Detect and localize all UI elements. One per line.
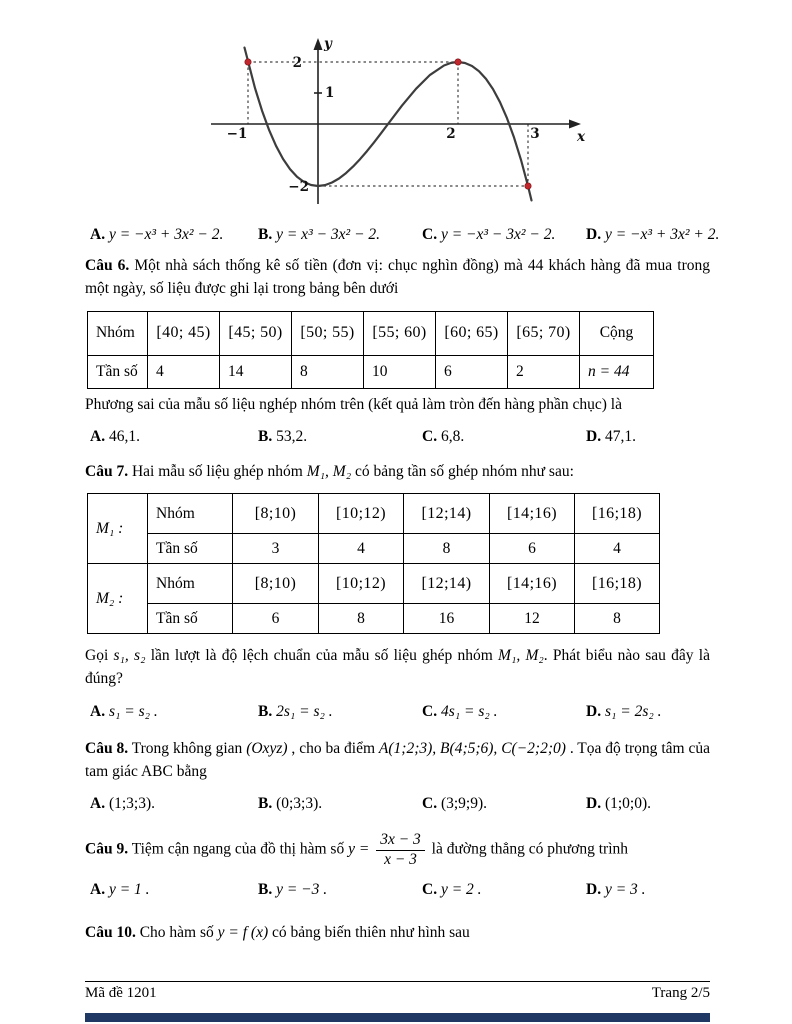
answer-option-d [586,700,710,723]
fraction-denominator: x − 3 [376,850,425,870]
table-cell: Cộng [580,311,654,355]
y-axis-label: y [323,36,332,52]
table-cell: [14;16) [490,494,575,534]
table-cell: [8;10) [233,494,319,534]
question-6-question: Phương sai của mẫu số liệu nghép nhóm trên (kết quả làm tròn đến hàng phần chục) là [85,395,622,413]
answer-option-b [258,878,422,901]
answer-label-b: B. [258,702,273,720]
table-cell: 10 [364,355,436,388]
answer-label-b: B. [258,226,273,243]
fraction-numerator: 3x − 3 [380,831,421,848]
answer-label-c: C. [422,881,438,899]
question-7-math: M₁, M₂ [306,462,352,480]
table-cell: 2 [508,355,580,388]
table-cell: 8 [319,604,404,634]
answer-formula: y = 1 . [108,881,150,899]
answer-formula: y = −x³ − 3x² − 2. [440,226,556,243]
table-cell: 4 [148,355,220,388]
table-cell: [50; 55) [292,311,364,355]
question-7-label: Câu 7. [85,462,129,480]
table-row [88,604,660,634]
question-8-text: Trong không gian [131,739,243,757]
question-8-label: Câu 8. [85,739,129,757]
table-cell: [65; 70) [508,311,580,355]
answer-value: (1;3;3). [108,795,156,812]
answer-formula: y = x³ − 3x² − 2. [276,226,381,243]
answer-label-a: A. [90,226,106,243]
table-cell: 6 [490,534,575,564]
answer-label-d: D. [586,427,602,445]
table-cell: [40; 45) [148,311,220,355]
fraction [373,831,428,869]
tick-label-y-neg2: −2 [287,179,309,195]
answer-label-a: A. [90,881,106,899]
table-cell: 6 [233,604,319,634]
table-cell: 3 [233,534,319,564]
x-axis-arrow [569,120,581,129]
table-cell: 6 [436,355,508,388]
function-graph-figure [203,34,593,214]
answer-value: (3;9;9). [440,795,488,812]
question-10-text: có bảng biến thiên như hình sau [272,924,470,942]
table-cell: 16 [404,604,490,634]
answer-label-b: B. [258,795,273,812]
marked-point-2-2 [454,59,460,65]
table-cell: 8 [292,355,364,388]
question-8-math: (Oxyz) [246,739,288,757]
answer-label-b: B. [258,427,273,445]
answer-label-b: B. [258,881,273,899]
question-7-math: s₁, s₂ [113,647,146,664]
answer-label-d: D. [586,795,602,812]
answer-value: 53,2. [276,427,308,445]
answer-value: (1;0;0). [604,795,652,812]
answer-label-d: D. [586,226,602,243]
table-cell: [12;14) [404,564,490,604]
question-6-label: Câu 6. [85,257,130,274]
table-cell: [16;18) [575,564,660,604]
answer-formula: y = −x³ + 3x² − 2. [108,226,224,243]
page-content [0,34,792,944]
answer-formula: y = −x³ + 3x² + 2. [604,226,720,243]
question-8-text: , cho ba điểm [291,739,376,757]
y-axis-arrow [313,38,322,50]
table-cell: 4 [319,534,404,564]
question-7-math: M₁, M₂ [498,647,544,664]
table-cell: Tần số [148,534,233,564]
page-number: Trang 2/5 [651,985,710,1001]
answer-option-d [586,223,719,246]
question-8-math: A(1;2;3), B(4;5;6), C(−2;2;0) [378,739,566,757]
answer-formula: s₁ = 2s₂ . [604,702,662,720]
answer-formula: y = −3 . [276,881,328,899]
question-7-text: . Phát biểu nào sau đây là đúng? [85,647,710,688]
table-row [88,534,660,564]
table-row [88,564,660,604]
answer-option-b [258,700,422,723]
answer-option-b [258,223,422,246]
marked-point-3-neg2 [524,183,530,189]
answer-option-a [90,792,258,815]
table-cell-m2: M₂ : [88,564,148,634]
answer-option-b [258,792,422,815]
answer-label-a: A. [90,702,106,720]
table-cell: [10;12) [319,564,404,604]
answer-label-c: C. [422,795,438,812]
q6-answer-row [85,425,710,448]
tick-label-y2: 2 [292,55,302,71]
question-7-text: Gọi [85,647,109,664]
tick-label-x-neg1: −1 [226,126,247,142]
table-cell: 4 [575,534,660,564]
table-cell: [10;12) [319,494,404,534]
table-cell: Tần số [88,355,148,388]
answer-option-a [90,700,258,723]
answer-value: 46,1. [108,427,140,445]
answer-value: 6,8. [440,427,465,445]
answer-label-c: C. [422,702,438,720]
table-cell: [55; 60) [364,311,436,355]
tick-label-x3: 3 [529,126,540,142]
answer-option-c [422,223,586,246]
question-9-text: Tiệm cận ngang của đồ thị hàm số [131,840,345,858]
answer-label-a: A. [90,795,106,812]
table-cell: n = 44 [580,355,654,388]
answer-option-c [422,425,586,448]
page-footer [85,981,710,1002]
question-10-statement [85,921,710,944]
answer-option-b [258,425,422,448]
table-cell: Tần số [148,604,233,634]
table-cell: 8 [575,604,660,634]
doc-code: Mã đề 1201 [85,985,157,1001]
answer-option-c [422,878,586,901]
answer-formula: 4s₁ = s₂ . [440,702,498,720]
answer-option-c [422,792,586,815]
answer-formula: 2s₁ = s₂ . [276,702,333,720]
answer-label-a: A. [90,427,106,445]
table-cell: [16;18) [575,494,660,534]
answer-formula: y = 2 . [440,881,482,899]
tick-label-y1: 1 [324,85,334,101]
q7-frequency-table [87,493,660,634]
q5-answer-row [85,223,720,246]
answer-label-c: C. [422,226,438,243]
table-row [88,355,654,388]
question-7-text: lần lượt là độ lệch chuẩn của mẫu số liệu ghép nhóm [150,647,493,664]
q7-answer-row [85,700,710,723]
footer-accent-bar [85,1013,710,1022]
question-7-question [85,644,710,691]
table-row [88,311,654,355]
answer-option-c [422,700,586,723]
question-7-statement [85,460,710,483]
question-8-text: . Tọa độ trọng tâm của tam giác ABC bằng [85,739,710,780]
answer-label-c: C. [422,427,438,445]
table-cell: 14 [220,355,292,388]
answer-option-d [586,792,710,815]
table-cell: [45; 50) [220,311,292,355]
answer-option-a [90,425,258,448]
table-cell: [8;10) [233,564,319,604]
tick-label-x2: 2 [445,126,456,142]
answer-label-d: D. [586,881,602,899]
table-cell: [14;16) [490,564,575,604]
question-8-statement [85,737,710,784]
table-cell-m1: M₁ : [88,494,148,564]
x-axis-label: x [576,129,585,145]
cubic-function-graph [203,34,593,209]
answer-option-d [586,878,710,901]
answer-formula: y = 3 . [604,881,646,899]
table-cell: Nhóm [148,564,233,604]
q8-answer-row [85,792,710,815]
table-row [88,494,660,534]
answer-option-a [90,878,258,901]
q9-answer-row [85,878,710,901]
question-7-text: Hai mẫu số liệu ghép nhóm [131,462,303,480]
answer-value: (0;3;3). [276,795,323,812]
answer-formula: s₁ = s₂ . [108,702,158,720]
question-9-text: là đường thẳng có phương trình [431,840,629,858]
table-cell: [12;14) [404,494,490,534]
question-6-statement [85,254,710,301]
question-7-text: có bảng tần số ghép nhóm như sau: [354,462,574,480]
answer-option-a [90,223,258,246]
question-10-math: y = f (x) [217,924,269,942]
marked-point-neg1-2 [244,59,250,65]
answer-option-d [586,425,710,448]
question-10-text: Cho hàm số [139,924,214,942]
table-cell: 12 [490,604,575,634]
answer-label-d: D. [586,702,602,720]
question-9-label: Câu 9. [85,840,129,858]
question-10-label: Câu 10. [85,924,136,942]
table-cell: Nhóm [148,494,233,534]
q6-frequency-table [87,311,654,389]
question-6-text: Một nhà sách thống kê số tiền (đơn vị: chục nghìn đồng) mà 44 khách hàng đã mua trong một ngày, số liệu được ghi lại trong bảng bên dưới [85,257,710,298]
table-cell: Nhóm [88,311,148,355]
table-cell: 8 [404,534,490,564]
question-9-math: y = [348,840,370,858]
question-9-statement [85,831,710,869]
answer-value: 47,1. [604,427,636,445]
table-cell: [60; 65) [436,311,508,355]
